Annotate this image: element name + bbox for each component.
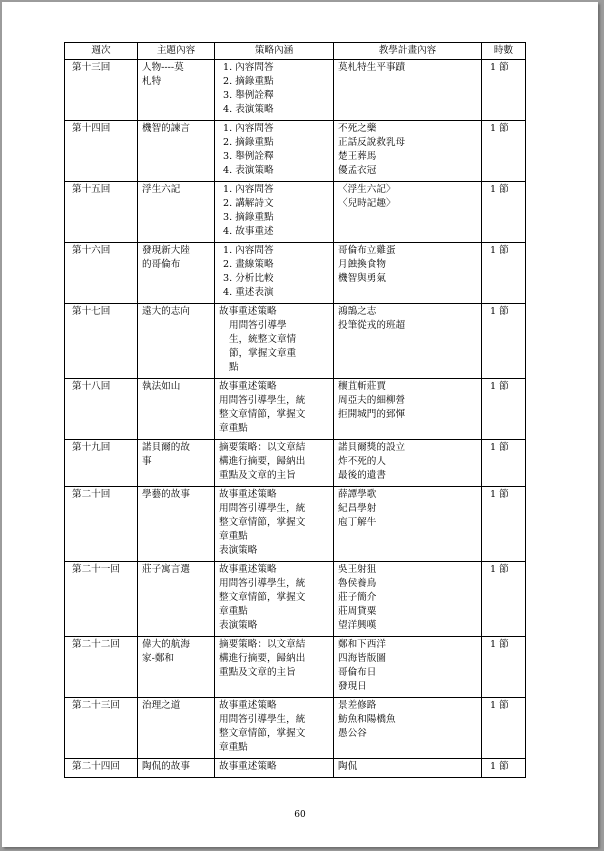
cell-line: 魴魚和陽橋魚 <box>338 714 396 725</box>
cell-line: 哥倫布日 <box>338 667 377 678</box>
cell-line: 生，統整文章情 <box>229 334 297 345</box>
cell-line: 陶侃 <box>338 761 358 772</box>
cell-line: 家-鄭和 <box>142 653 175 664</box>
cell-line: 浮生六記 <box>142 184 181 195</box>
strategy-cell <box>215 304 334 379</box>
cell-line: 故事重述策略 <box>219 381 277 392</box>
plan-cell <box>334 379 482 440</box>
topic-cell <box>138 243 215 304</box>
cell-line: 薛譚學歌 <box>338 489 377 500</box>
page-number: 60 <box>294 810 306 820</box>
plan-cell <box>334 487 482 562</box>
cell-line: 點 <box>229 362 239 373</box>
plan-cell <box>334 121 482 182</box>
cell-line: 構進行摘要，歸納出 <box>219 653 306 664</box>
cell-line: 4. 表演策略 <box>223 165 274 176</box>
cell-line: 最後的遺書 <box>338 470 386 481</box>
strategy-cell <box>215 440 334 487</box>
cell-line: 1. 內容問答 <box>223 62 274 73</box>
week-cell: 第十五回 <box>65 182 138 243</box>
strategy-cell <box>215 487 334 562</box>
cell-line: 札特 <box>142 76 162 87</box>
topic-cell <box>138 60 215 121</box>
cell-line: 用問答引導學生，統 <box>219 503 306 514</box>
cell-line: 四海皆版圖 <box>338 653 386 664</box>
cell-line: 摘要策略：以文章結 <box>219 639 306 650</box>
cell-line: 重點及文章的主旨 <box>219 667 296 678</box>
lesson-plan-table <box>64 42 526 778</box>
topic-cell <box>138 562 215 637</box>
strategy-cell <box>215 60 334 121</box>
cell-line: 故事重述策略 <box>219 564 277 575</box>
topic-cell <box>138 698 215 759</box>
table-row <box>65 759 526 778</box>
cell-line: 3. 分析比較 <box>223 273 274 284</box>
table-row <box>65 121 526 182</box>
week-cell: 第十八回 <box>65 379 138 440</box>
cell-line: 楚王葬馬 <box>338 151 377 162</box>
plan-cell <box>334 60 482 121</box>
cell-line: 治理之道 <box>142 700 181 711</box>
cell-line: 的哥倫布 <box>142 259 181 270</box>
plan-cell <box>334 759 482 778</box>
week-cell: 第十四回 <box>65 121 138 182</box>
cell-line: 整文章情節，掌握文 <box>219 517 306 528</box>
cell-line: 望洋興嘆 <box>338 620 377 631</box>
cell-line: 哥倫布立雞蛋 <box>338 245 396 256</box>
header-plan: 教學計畫內容 <box>334 43 482 60</box>
week-cell: 第二十回 <box>65 487 138 562</box>
cell-line: 景差修路 <box>338 700 377 711</box>
strategy-cell <box>215 182 334 243</box>
table-row <box>65 562 526 637</box>
table-row <box>65 182 526 243</box>
plan-cell <box>334 562 482 637</box>
hours-cell: 1 節 <box>482 637 526 698</box>
cell-line: 陶侃的故事 <box>142 761 190 772</box>
plan-cell <box>334 243 482 304</box>
cell-line: 莫札特生平事蹟 <box>338 62 406 73</box>
header-strategy: 策略內涵 <box>215 43 334 60</box>
hours-cell: 1 節 <box>482 243 526 304</box>
strategy-cell <box>215 698 334 759</box>
table-body <box>65 60 526 778</box>
table-row <box>65 243 526 304</box>
cell-line: 諾貝爾獎的設立 <box>338 442 406 453</box>
week-cell: 第十九回 <box>65 440 138 487</box>
plan-cell <box>334 698 482 759</box>
cell-line: 偉大的航海 <box>142 639 190 650</box>
strategy-cell <box>215 759 334 778</box>
cell-line: 拒開城門的郅惲 <box>338 409 406 420</box>
strategy-cell <box>215 637 334 698</box>
cell-line: 機智與勇氣 <box>338 273 386 284</box>
cell-line: 用問答引導學生，統 <box>219 714 306 725</box>
cell-line: 章重點 <box>219 531 248 542</box>
topic-cell <box>138 759 215 778</box>
cell-line: 執法如山 <box>142 381 181 392</box>
cell-line: 吳王射狙 <box>338 564 377 575</box>
cell-line: 不死之藥 <box>338 123 377 134</box>
cell-line: 諾貝爾的故 <box>142 442 190 453</box>
topic-cell <box>138 304 215 379</box>
strategy-cell <box>215 379 334 440</box>
cell-line: 整文章情節，掌握文 <box>219 409 306 420</box>
cell-line: 優孟衣冠 <box>338 165 377 176</box>
week-cell: 第二十四回 <box>65 759 138 778</box>
week-cell: 第二十三回 <box>65 698 138 759</box>
hours-cell: 1 節 <box>482 121 526 182</box>
cell-line: 發現日 <box>338 681 367 692</box>
cell-line: 學藝的故事 <box>142 489 190 500</box>
cell-line: 月蝕換食物 <box>338 259 386 270</box>
cell-line: 故事重述策略 <box>219 700 277 711</box>
cell-line: 愚公谷 <box>338 728 367 739</box>
cell-line: 正話反說救乳母 <box>338 137 406 148</box>
topic-cell <box>138 637 215 698</box>
hours-cell: 1 節 <box>482 60 526 121</box>
cell-line: 故事重述策略 <box>219 306 277 317</box>
cell-line: 3. 摘錄重點 <box>223 212 274 223</box>
header-week: 週次 <box>65 43 138 60</box>
topic-cell <box>138 440 215 487</box>
cell-line: 節，掌握文章重 <box>229 348 297 359</box>
cell-line: 故事重述策略 <box>219 489 277 500</box>
cell-line: 〈浮生六記〉 <box>338 184 396 195</box>
cell-line: 表演策略 <box>219 620 258 631</box>
cell-line: 重點及文章的主旨 <box>219 470 296 481</box>
week-cell: 第十七回 <box>65 304 138 379</box>
week-cell: 第二十一回 <box>65 562 138 637</box>
cell-line: 1. 內容問答 <box>223 184 274 195</box>
cell-line: 2. 摘錄重點 <box>223 137 274 148</box>
table-row <box>65 304 526 379</box>
plan-cell <box>334 304 482 379</box>
cell-line: 章重點 <box>219 742 248 753</box>
cell-line: 用問答引導學 <box>229 320 287 331</box>
strategy-cell <box>215 562 334 637</box>
hours-cell: 1 節 <box>482 487 526 562</box>
cell-line: 章重點 <box>219 606 248 617</box>
cell-line: 構進行摘要，歸納出 <box>219 456 306 467</box>
cell-line: 用問答引導學生，統 <box>219 578 306 589</box>
cell-line: 魯侯養鳥 <box>338 578 377 589</box>
week-cell: 第二十二回 <box>65 637 138 698</box>
table-row <box>65 440 526 487</box>
header-row <box>65 43 526 60</box>
cell-line: 整文章情節，掌握文 <box>219 728 306 739</box>
cell-line: 1. 內容問答 <box>223 245 274 256</box>
cell-line: 鴻鵠之志 <box>338 306 377 317</box>
cell-line: 故事重述策略 <box>219 761 277 772</box>
cell-line: 莊子簡介 <box>338 592 377 603</box>
cell-line: 發現新大陸 <box>142 245 190 256</box>
cell-line: 2. 摘錄重點 <box>223 76 274 87</box>
cell-line: 摘要策略：以文章結 <box>219 442 306 453</box>
hours-cell: 1 節 <box>482 182 526 243</box>
plan-cell <box>334 182 482 243</box>
table-row <box>65 698 526 759</box>
plan-cell <box>334 440 482 487</box>
strategy-cell <box>215 243 334 304</box>
cell-line: 機智的諫言 <box>142 123 190 134</box>
cell-line: 莊周貸粟 <box>338 606 377 617</box>
hours-cell: 1 節 <box>482 379 526 440</box>
table-row <box>65 637 526 698</box>
cell-line: 用問答引導學生，統 <box>219 395 306 406</box>
cell-line: 2. 畫線策略 <box>223 259 274 270</box>
topic-cell <box>138 121 215 182</box>
cell-line: 鄭和下西洋 <box>338 639 386 650</box>
cell-line: 4. 重述表演 <box>223 287 274 298</box>
table-row <box>65 487 526 562</box>
hours-cell: 1 節 <box>482 759 526 778</box>
cell-line: 〈兒時記趣〉 <box>338 198 396 209</box>
cell-line: 穰苴斬莊賈 <box>338 381 386 392</box>
cell-line: 投筆從戎的班超 <box>338 320 406 331</box>
cell-line: 3. 舉例詮釋 <box>223 151 274 162</box>
cell-line: 炸不死的人 <box>338 456 386 467</box>
cell-line: 紀昌學射 <box>338 503 377 514</box>
cell-line: 人物----莫 <box>142 62 184 73</box>
document-page <box>2 2 598 847</box>
cell-line: 表演策略 <box>219 545 258 556</box>
week-cell: 第十三回 <box>65 60 138 121</box>
cell-line: 事 <box>142 456 152 467</box>
cell-line: 1. 內容問答 <box>223 123 274 134</box>
header-hours: 時數 <box>482 43 526 60</box>
cell-line: 庖丁解牛 <box>338 517 377 528</box>
table-row <box>65 379 526 440</box>
cell-line: 2. 講解詩文 <box>223 198 274 209</box>
hours-cell: 1 節 <box>482 698 526 759</box>
topic-cell <box>138 379 215 440</box>
cell-line: 莊子寓言選 <box>142 564 190 575</box>
plan-cell <box>334 637 482 698</box>
cell-line: 4. 故事重述 <box>223 226 274 237</box>
week-cell: 第十六回 <box>65 243 138 304</box>
cell-line: 周亞夫的細柳營 <box>338 395 406 406</box>
table-row <box>65 60 526 121</box>
cell-line: 4. 表演策略 <box>223 104 274 115</box>
hours-cell: 1 節 <box>482 304 526 379</box>
topic-cell <box>138 182 215 243</box>
cell-line: 3. 舉例詮釋 <box>223 90 274 101</box>
cell-line: 整文章情節，掌握文 <box>219 592 306 603</box>
hours-cell: 1 節 <box>482 440 526 487</box>
cell-line: 遠大的志向 <box>142 306 190 317</box>
hours-cell: 1 節 <box>482 562 526 637</box>
topic-cell <box>138 487 215 562</box>
strategy-cell <box>215 121 334 182</box>
cell-line: 章重點 <box>219 423 248 434</box>
header-topic: 主題內容 <box>138 43 215 60</box>
